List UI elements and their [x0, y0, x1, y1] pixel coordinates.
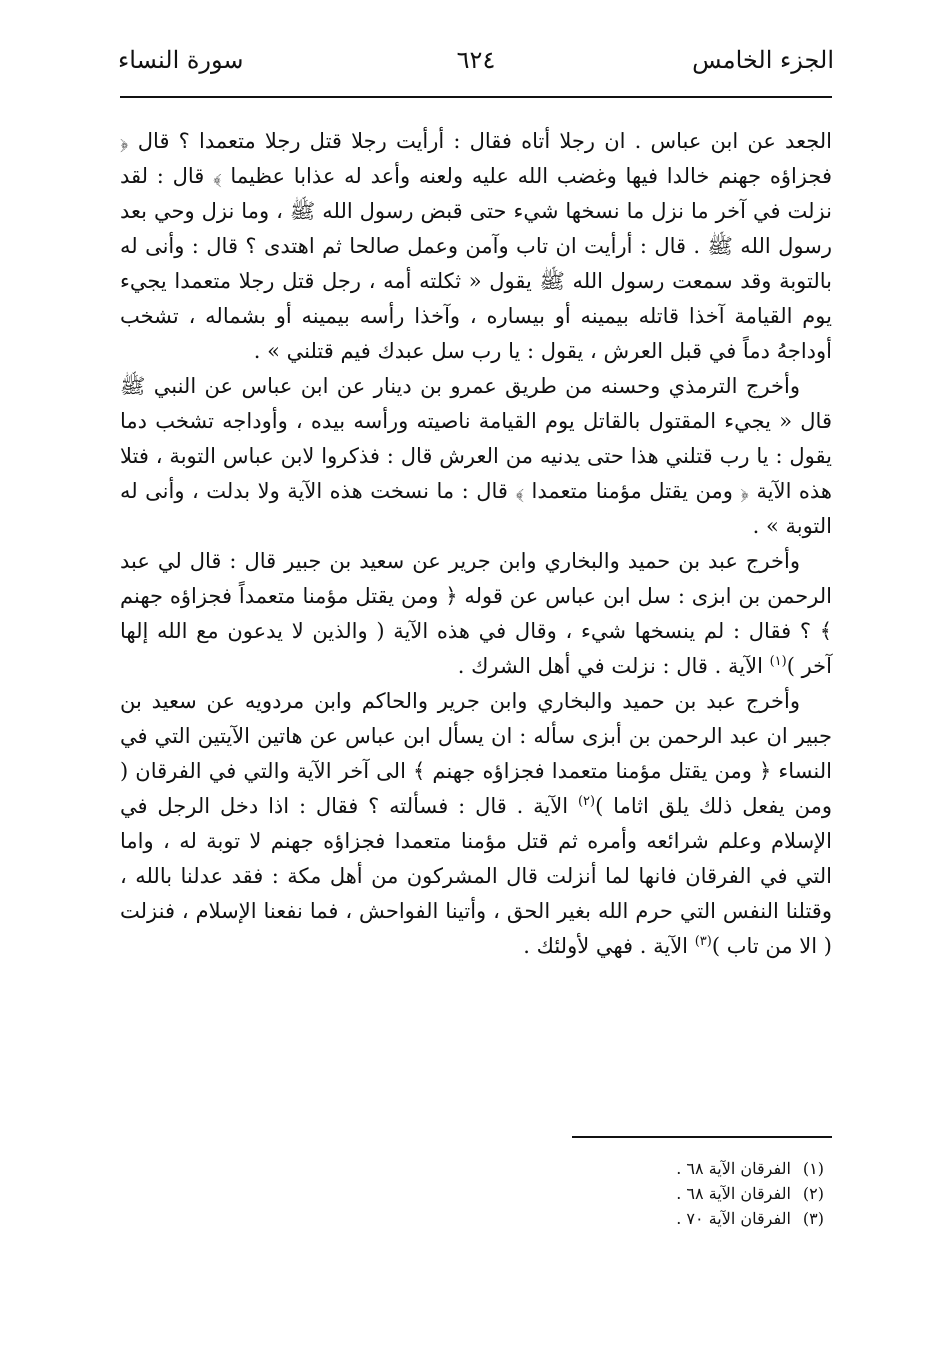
paragraph-text-cont: الآية . قال : فسألته ؟ فقال : اذا دخل الرجل في الإسلام وعلم شرائعه وأمره ثم قتل مؤمنا متعمدا فجزاؤه جهنم لا توبة له ، واما التي في الفرقان فانها لما أنزلت قال المشركون من أهل مكة : فقد عدلنا بالله ، وقتلنا النفس التي حرم الله بغير الحق ، وأتينا الفواحش ، فما نفعنا الإسلام ، فنزلت ( الا من تاب ): [120, 794, 832, 958]
paragraph-text-cont: الآية . قال : نزلت في أهل الشرك .: [457, 654, 770, 678]
paragraph-text: وأخرج عبد بن حميد والبخاري وابن جرير عن سعيد بن جبير قال : قال لي عبد الرحمن بن ابزى : سل ابن عباس عن قوله ﴿ ومن يقتل مؤمنا متعمداً فجزاؤه جهنم ﴾ ؟ فقال : لم ينسخها شيء ، وقال في هذه الآية ( والذين لا يدعون مع الله إلها آخر ): [120, 549, 832, 678]
paragraph-text: وأخرج الترمذي وحسنه من طريق عمرو بن دينار عن ابن عباس عن النبي ﷺ قال « يجيء المقتول بالقاتل يوم القيامة ناصيته ورأسه بيده ، وأوداجه تشخب دما يقول : يا رب قتلني هذا حتى يدنيه من العرش قال : فذكروا لابن عباس التوبة ، فتلا هذه الآية ﴿ ومن يقتل مؤمنا متعمدا ﴾ قال : ما نسخت هذه الآية ولا بدلت ، وأنى له التوبة » .: [120, 374, 833, 538]
footnote-3: [424, 1206, 824, 1231]
footnotes: [424, 1156, 824, 1231]
footnote-ref-3: (٣): [694, 934, 712, 949]
page-number: ٦٢٤: [456, 46, 496, 74]
paragraph-4: [120, 684, 832, 964]
footnote-2: [424, 1181, 824, 1206]
footnote-number: (٣): [802, 1209, 824, 1228]
footnote-text: الفرقان الآية ٦٨ .: [676, 1159, 791, 1178]
footnote-ref-2: (٢): [577, 794, 596, 809]
footnote-number: (١): [802, 1159, 824, 1178]
paragraph-2: [120, 369, 832, 544]
footnote-text: الفرقان الآية ٧٠ .: [676, 1209, 791, 1228]
footnote-number: (٢): [802, 1184, 824, 1203]
surah-title: سورة النساء: [118, 46, 244, 74]
paragraph-1: [120, 124, 832, 369]
header-rule: [120, 96, 832, 98]
footnote-text: الفرقان الآية ٦٨ .: [676, 1184, 791, 1203]
footnote-1: [424, 1156, 824, 1181]
part-title: الجزء الخامس: [692, 46, 834, 74]
paragraph-text: الجعد عن ابن عباس . ان رجلا أتاه فقال : أرأيت رجلا قتل رجلا متعمدا ؟ قال ﴿ فجزاؤه جهنم خالدا فيها وغضب الله عليه ولعنه وأعد له عذابا عظيما ﴾ قال : لقد نزلت في آخر ما نزل ما نسخها شيء حتى قبض رسول الله ﷺ ، وما نزل وحي بعد رسول الله ﷺ . قال : أرأيت ان تاب وآمن وعمل صالحا ثم اهتدى ؟ قال : وأنى له بالتوبة وقد سمعت رسول الله ﷺ يقول « ثكلته أمه ، رجل قتل رجلا متعمدا يجيء يوم القيامة آخذا قاتله بيمينه أو بيساره ، وآخذا رأسه بيمينه أو بشماله ، تشخب أوداجهُ دماً في قبل العرش ، يقول : يا رب سل عبدك فيم قتلني » .: [120, 129, 832, 363]
paragraph-text-end: الآية . فهي لأولئك .: [523, 934, 695, 958]
running-header: [118, 40, 834, 84]
paragraph-3: [120, 544, 832, 684]
paragraph-text: وأخرج عبد بن حميد والبخاري وابن جرير والحاكم وابن مردويه عن سعيد بن جبير ان عبد الرحمن بن أبزى سأله : ان يسأل ابن عباس عن هاتين الآيتين التي في النساء ﴿ ومن يقتل مؤمنا متعمدا فجزاؤه جهنم ﴾ الى آخر الآية والتي في الفرقان ( ومن يفعل ذلك يلق اثاما ): [120, 689, 832, 818]
footnote-rule: [572, 1136, 832, 1138]
footnote-ref-1: (١): [769, 654, 787, 669]
body-text: [120, 124, 832, 964]
